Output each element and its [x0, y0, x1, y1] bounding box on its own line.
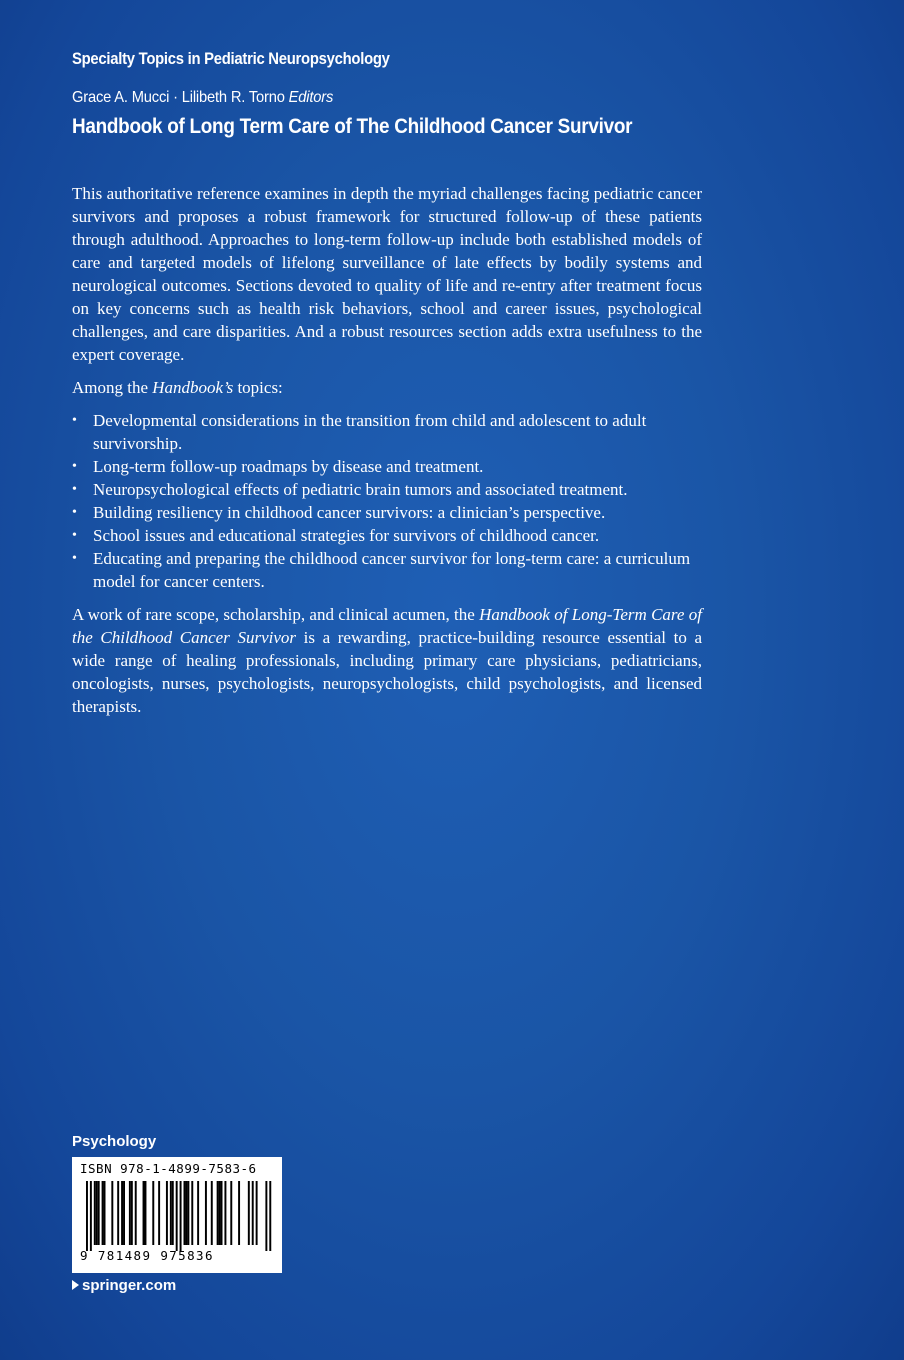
- barcode-bar: [135, 1181, 137, 1245]
- barcode-bar: [98, 1181, 100, 1245]
- back-cover-description: [72, 182, 702, 728]
- closing-before: A work of rare scope, scholarship, and clinical acumen, the: [72, 605, 480, 624]
- barcode-bar: [86, 1181, 88, 1251]
- topics-intro-after: topics:: [233, 378, 283, 397]
- book-title: Handbook of Long Term Care of The Childhood Cancer Survivor: [72, 115, 633, 138]
- barcode-bar: [131, 1181, 133, 1245]
- barcode-bar: [224, 1181, 226, 1245]
- series-title: Specialty Topics in Pediatric Neuropsychology: [72, 50, 390, 68]
- barcode-bar: [211, 1181, 213, 1245]
- editors-role: Editors: [288, 89, 334, 106]
- subject-category: Psychology: [72, 1133, 157, 1150]
- barcode-bar: [252, 1181, 254, 1245]
- barcode-bar: [170, 1181, 172, 1245]
- barcode-bar: [221, 1181, 223, 1245]
- editor-names: Grace A. Mucci · Lilibeth R. Torno: [72, 89, 285, 106]
- barcode-bar: [123, 1181, 125, 1245]
- website-label: springer.com: [82, 1277, 177, 1294]
- editors-line: [72, 89, 333, 107]
- barcode-bar: [187, 1181, 189, 1245]
- ean-digits: 9 781489 975836: [80, 1248, 214, 1263]
- barcode-bar: [219, 1181, 221, 1245]
- topics-intro: [72, 376, 702, 399]
- barcode-bar: [129, 1181, 131, 1245]
- intro-paragraph: This authoritative reference examines in depth the myriad challenges facing pediatric cancer survivors and proposes a robust framework for structured follow-up of these patients through adulthood. Approaches to long-term follow-up include both established models of care and targeted models of lifelong surveillance of late effects by bodily systems and neurological outcomes. Sections devoted to quality of life and re-entry after treatment focus on key concerns such as health risk behaviors, school and career issues, psychological challenges, and care disparities. And a robust resources section adds extra usefulness to the expert coverage.: [72, 184, 702, 364]
- barcode-bar: [145, 1181, 147, 1245]
- barcode-bar: [217, 1181, 219, 1245]
- list-item: • Building resiliency in childhood cancer survivors: a clinician’s perspective.: [72, 501, 702, 524]
- isbn-barcode: [72, 1157, 282, 1273]
- barcode-bar: [180, 1181, 182, 1251]
- barcode-bar: [184, 1181, 186, 1245]
- barcode-bar: [143, 1181, 145, 1245]
- barcode-bar: [166, 1181, 168, 1245]
- barcode-bar: [158, 1181, 160, 1245]
- barcode-bar: [238, 1181, 240, 1245]
- topics-list: [72, 409, 702, 593]
- barcode-bar: [152, 1181, 154, 1245]
- arrow-right-icon: [72, 1280, 79, 1290]
- closing-after: is a rewarding, practice-building resource essential to a wide range of healing professionals, including primary care physicians, pediatricians, oncologists, nurses, psychologists, neuropsychologists, child psychologists, and licensed therapists.: [72, 628, 702, 716]
- barcode-bar: [197, 1181, 199, 1245]
- barcode-bar: [102, 1181, 104, 1245]
- closing-paragraph: [72, 603, 702, 718]
- publisher-website: [72, 1277, 176, 1294]
- list-item: • Developmental considerations in the transition from child and adolescent to adult survivorship.: [72, 409, 702, 455]
- list-item: • Neuropsychological effects of pediatric brain tumors and associated treatment.: [72, 478, 702, 501]
- barcode-bar: [172, 1181, 174, 1245]
- barcode-bar: [269, 1181, 271, 1251]
- barcode-bar: [191, 1181, 193, 1245]
- topics-intro-italic: Handbook’s: [152, 378, 234, 397]
- isbn-label: ISBN 978-1-4899-7583-6: [80, 1161, 257, 1176]
- barcode-bar: [230, 1181, 232, 1245]
- barcode-bar: [265, 1181, 267, 1251]
- list-item: • School issues and educational strategies for survivors of childhood cancer.: [72, 524, 702, 547]
- barcode-bar: [176, 1181, 178, 1251]
- barcode-bar: [121, 1181, 123, 1245]
- list-item: • Long-term follow-up roadmaps by disease and treatment.: [72, 455, 702, 478]
- barcode-bar: [90, 1181, 92, 1251]
- barcode-bar: [111, 1181, 113, 1245]
- closing-italic: Handbook of Long-Term Care of the Childhood Cancer Survivor: [72, 605, 702, 647]
- barcode-bar: [96, 1181, 98, 1245]
- list-item: • Educating and preparing the childhood cancer survivor for long-term care: a curriculum model for cancer centers.: [72, 547, 702, 593]
- barcode-bar: [104, 1181, 106, 1245]
- barcode-bar: [256, 1181, 258, 1245]
- barcode-bar: [185, 1181, 187, 1245]
- barcode-bar: [248, 1181, 250, 1245]
- barcode-bar: [94, 1181, 96, 1245]
- barcode-bar: [205, 1181, 207, 1245]
- topics-intro-before: Among the: [72, 378, 153, 397]
- barcode-bar: [117, 1181, 119, 1245]
